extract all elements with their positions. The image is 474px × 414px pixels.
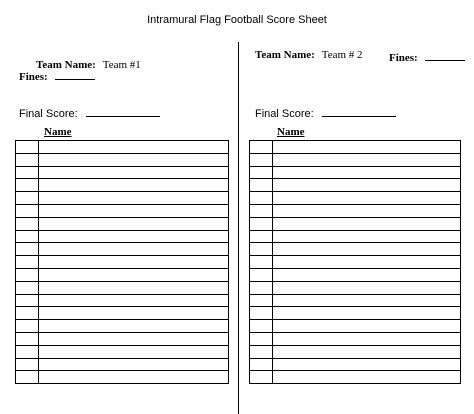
right-fines-blank[interactable] [425, 49, 465, 61]
roster-number-cell[interactable] [16, 320, 39, 333]
roster-row [250, 358, 461, 371]
roster-row [16, 345, 229, 358]
left-team-label: Team Name: [36, 59, 96, 71]
roster-row [16, 371, 229, 384]
roster-row [250, 281, 461, 294]
roster-number-cell[interactable] [250, 192, 273, 205]
sheet-title: Intramural Flag Football Score Sheet [147, 14, 327, 26]
roster-name-cell[interactable] [273, 332, 461, 345]
roster-name-cell[interactable] [273, 230, 461, 243]
center-divider [238, 42, 239, 414]
roster-number-cell[interactable] [16, 256, 39, 269]
roster-name-cell[interactable] [39, 153, 229, 166]
roster-name-cell[interactable] [39, 230, 229, 243]
roster-number-cell[interactable] [16, 179, 39, 192]
roster-name-cell[interactable] [273, 166, 461, 179]
roster-name-cell[interactable] [39, 166, 229, 179]
roster-number-cell[interactable] [16, 268, 39, 281]
roster-row [250, 307, 461, 320]
roster-name-cell[interactable] [273, 217, 461, 230]
roster-number-cell[interactable] [16, 345, 39, 358]
roster-number-cell[interactable] [16, 217, 39, 230]
roster-row [16, 320, 229, 333]
roster-name-cell[interactable] [273, 153, 461, 166]
right-name-header: Name [277, 126, 305, 138]
roster-number-cell[interactable] [250, 256, 273, 269]
right-team-label: Team Name: [255, 49, 315, 61]
roster-number-cell[interactable] [16, 153, 39, 166]
roster-number-cell[interactable] [250, 332, 273, 345]
left-fines-row [19, 67, 95, 85]
roster-row [250, 179, 461, 192]
roster-number-cell[interactable] [250, 179, 273, 192]
roster-row [250, 166, 461, 179]
roster-number-cell[interactable] [16, 204, 39, 217]
roster-number-cell[interactable] [16, 243, 39, 256]
roster-number-cell[interactable] [250, 230, 273, 243]
roster-number-cell[interactable] [16, 294, 39, 307]
roster-name-cell[interactable] [39, 243, 229, 256]
roster-name-cell[interactable] [273, 204, 461, 217]
roster-row [250, 294, 461, 307]
roster-number-cell[interactable] [16, 358, 39, 371]
roster-number-cell[interactable] [250, 294, 273, 307]
roster-row [16, 179, 229, 192]
roster-name-cell[interactable] [39, 294, 229, 307]
roster-name-cell[interactable] [39, 141, 229, 154]
left-fines-label: Fines: [19, 71, 48, 83]
roster-name-cell[interactable] [273, 256, 461, 269]
roster-row [16, 217, 229, 230]
left-fines-blank[interactable] [55, 68, 95, 80]
right-team-value: Team # 2 [321, 49, 363, 61]
roster-row [250, 204, 461, 217]
roster-number-cell[interactable] [250, 371, 273, 384]
roster-row [16, 166, 229, 179]
roster-name-cell[interactable] [39, 204, 229, 217]
roster-row [250, 217, 461, 230]
roster-row [250, 230, 461, 243]
roster-row [16, 256, 229, 269]
roster-number-cell[interactable] [16, 371, 39, 384]
roster-number-cell[interactable] [250, 141, 273, 154]
roster-name-cell[interactable] [39, 307, 229, 320]
roster-name-cell[interactable] [273, 192, 461, 205]
roster-name-cell[interactable] [273, 141, 461, 154]
roster-number-cell[interactable] [16, 307, 39, 320]
left-final-blank[interactable] [86, 105, 160, 117]
roster-row [16, 307, 229, 320]
left-roster-table [15, 140, 229, 384]
roster-row [250, 141, 461, 154]
roster-row [16, 153, 229, 166]
roster-number-cell[interactable] [16, 230, 39, 243]
roster-row [16, 294, 229, 307]
roster-row [250, 332, 461, 345]
roster-number-cell[interactable] [250, 281, 273, 294]
roster-name-cell[interactable] [273, 281, 461, 294]
roster-name-cell[interactable] [273, 358, 461, 371]
roster-row [250, 345, 461, 358]
roster-row [250, 153, 461, 166]
left-final-row [19, 104, 160, 122]
roster-number-cell[interactable] [250, 166, 273, 179]
roster-name-cell[interactable] [39, 320, 229, 333]
roster-name-cell[interactable] [39, 358, 229, 371]
roster-number-cell[interactable] [250, 153, 273, 166]
roster-row [250, 243, 461, 256]
roster-name-cell[interactable] [39, 332, 229, 345]
roster-number-cell[interactable] [250, 204, 273, 217]
roster-row [16, 268, 229, 281]
roster-row [250, 192, 461, 205]
roster-number-cell[interactable] [250, 307, 273, 320]
roster-row [16, 192, 229, 205]
roster-number-cell[interactable] [250, 320, 273, 333]
right-team-row [255, 45, 363, 63]
roster-name-cell[interactable] [273, 179, 461, 192]
roster-name-cell[interactable] [273, 307, 461, 320]
right-final-label: Final Score: [255, 108, 314, 120]
roster-row [250, 268, 461, 281]
roster-row [16, 281, 229, 294]
left-final-label: Final Score: [19, 108, 78, 120]
roster-row [16, 230, 229, 243]
roster-number-cell[interactable] [16, 281, 39, 294]
roster-row [16, 204, 229, 217]
roster-name-cell[interactable] [273, 294, 461, 307]
roster-number-cell[interactable] [16, 166, 39, 179]
roster-name-cell[interactable] [39, 345, 229, 358]
roster-row [16, 332, 229, 345]
roster-number-cell[interactable] [16, 141, 39, 154]
roster-row [250, 320, 461, 333]
roster-number-cell[interactable] [250, 243, 273, 256]
roster-number-cell[interactable] [250, 358, 273, 371]
left-team-value: Team #1 [102, 59, 141, 71]
roster-number-cell[interactable] [250, 217, 273, 230]
right-fines-label: Fines: [389, 52, 418, 64]
left-name-header: Name [44, 126, 72, 138]
roster-row [250, 371, 461, 384]
roster-number-cell[interactable] [250, 345, 273, 358]
right-fines-row [389, 48, 465, 66]
roster-name-cell[interactable] [39, 268, 229, 281]
right-final-blank[interactable] [322, 105, 396, 117]
roster-name-cell[interactable] [273, 320, 461, 333]
right-final-row [255, 104, 396, 122]
roster-name-cell[interactable] [39, 256, 229, 269]
roster-name-cell[interactable] [273, 243, 461, 256]
roster-name-cell[interactable] [39, 179, 229, 192]
roster-name-cell[interactable] [273, 371, 461, 384]
roster-number-cell[interactable] [16, 332, 39, 345]
roster-name-cell[interactable] [39, 217, 229, 230]
roster-number-cell[interactable] [16, 192, 39, 205]
roster-name-cell[interactable] [39, 371, 229, 384]
roster-name-cell[interactable] [39, 281, 229, 294]
roster-row [16, 243, 229, 256]
roster-number-cell[interactable] [250, 268, 273, 281]
roster-row [250, 256, 461, 269]
roster-name-cell[interactable] [39, 192, 229, 205]
roster-name-cell[interactable] [273, 268, 461, 281]
roster-row [16, 141, 229, 154]
roster-row [16, 358, 229, 371]
roster-name-cell[interactable] [273, 345, 461, 358]
right-roster-table [249, 140, 461, 384]
